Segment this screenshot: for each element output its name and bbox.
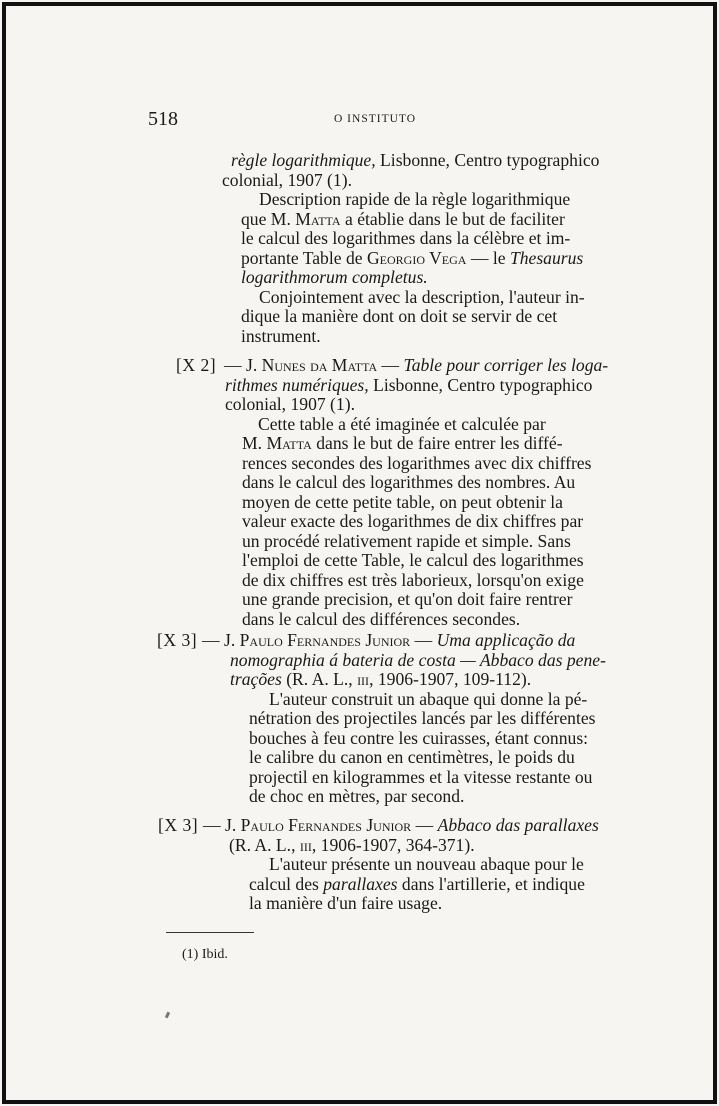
text-line: [242, 454, 608, 474]
text-line: [259, 190, 599, 210]
text-segment: L'auteur construit un abaque qui donne la pé-: [269, 688, 588, 709]
text-line: [242, 532, 608, 552]
text-segment: Conjointement avec la description, l'auteur in-: [259, 286, 585, 307]
text-segment: — J.: [203, 815, 241, 835]
text-segment: Description rapide de la règle logarithmique: [259, 189, 571, 209]
text-line: [242, 473, 608, 493]
text-segment: instrument.: [241, 325, 321, 346]
text-segment: , 1906-1907, 364-371).: [311, 834, 475, 855]
text-segment: , 1906-1907, 109-112).: [369, 669, 532, 689]
text-segment: de dix chiffres est très laborieux, lorsqu'on exige: [242, 569, 584, 590]
text-segment: (R. A. L.,: [229, 834, 300, 855]
text-segment: Paulo Fernandes Junior: [240, 815, 412, 835]
text-line: [258, 415, 608, 435]
text-segment: — le: [466, 247, 510, 268]
text-line: [241, 229, 599, 249]
text-line: [230, 651, 606, 671]
text-segment: iii: [357, 669, 370, 689]
entry: [158, 816, 599, 914]
text-line: [249, 787, 606, 807]
text-segment: bouches à feu contre les cuirasses, étant connus:: [249, 727, 589, 748]
text-segment: l'emploi de cette Table, le calcul des logarithmes: [242, 550, 584, 570]
text-segment: rithmes numériques,: [225, 374, 369, 395]
text-line: [224, 356, 608, 376]
text-segment: nétration des projectiles lancés par les différentes: [249, 708, 596, 728]
text-line: [230, 670, 606, 690]
text-line: [242, 571, 608, 591]
text-segment: colonial, 1907 (1).: [225, 394, 355, 414]
text-line: [269, 855, 599, 875]
text-line: [242, 551, 608, 571]
text-line: [242, 590, 608, 610]
text-line: [202, 631, 606, 651]
text-segment: de choc en mètres, par second.: [249, 786, 465, 806]
entry: [176, 356, 608, 629]
entry-tag: [X 3]: [157, 630, 198, 650]
text-segment: que M.: [241, 208, 296, 229]
text-segment: — J.: [224, 355, 262, 375]
text-segment: dans le but de faire entrer les diffé-: [311, 433, 563, 453]
text-line: [249, 729, 606, 749]
text-segment: Cette table a été imaginée et calculée par: [258, 413, 546, 434]
text-segment: la manière d'un faire usage.: [249, 893, 443, 913]
text-line: [242, 434, 608, 454]
text-segment: projectil en kilogrammes et la vitesse restante ou: [249, 766, 593, 787]
text-segment: dans le calcul des logarithmes des nombres. Au: [242, 472, 576, 492]
text-segment: le calibre du canon en centimètres, le poids du: [249, 747, 575, 767]
text-line: [203, 816, 599, 836]
text-segment: Nunes da Matta: [261, 355, 378, 375]
footnote-rule: [166, 932, 254, 933]
text-line: [249, 875, 599, 895]
text-line: [259, 288, 599, 308]
text-segment: règle logarithmique,: [231, 150, 376, 170]
text-segment: Table pour corriger les loga-: [403, 355, 609, 375]
text-segment: un procédé relativement rapide et simple. Sans: [242, 530, 571, 551]
text-segment: Matta: [295, 208, 341, 229]
text-segment: moyen de cette petite table, on peut obtenir la: [242, 491, 563, 512]
entry: [222, 151, 599, 346]
text-line: [241, 268, 599, 288]
text-line: [269, 690, 606, 710]
text-line: [249, 894, 599, 914]
text-line: [242, 512, 608, 532]
text-segment: Paulo Fernandes Junior: [239, 630, 411, 650]
text-segment: Lisbonne, Centro typographico: [368, 374, 593, 395]
text-line: [249, 709, 606, 729]
text-segment: le calcul des logarithmes dans la célèbre et im-: [241, 228, 571, 248]
text-segment: nomographia á bateria de costa — Abbaco das pene-: [230, 649, 606, 670]
text-line: [249, 768, 606, 788]
text-segment: trações: [230, 669, 282, 689]
text-segment: dans l'artillerie, et indique: [397, 873, 585, 894]
text-line: [229, 836, 599, 856]
text-segment: portante Table de: [241, 247, 367, 268]
text-segment: une grande precision, et qu'on doit faire rentrer: [242, 589, 573, 609]
text-line: [241, 210, 599, 230]
text-segment: Matta: [266, 433, 312, 453]
entry-tag: [X 3]: [158, 815, 199, 835]
text-segment: a établie dans le but de faciliter: [340, 208, 565, 229]
text-line: [241, 249, 599, 269]
entry: [157, 631, 606, 807]
page-number: 518: [148, 108, 178, 130]
running-head: O INSTITUTO: [334, 113, 417, 125]
text-segment: iii: [299, 834, 312, 855]
text-line: [241, 327, 599, 347]
footnote: (1) Ibid.: [182, 947, 228, 962]
text-line: [225, 395, 608, 415]
text-line: [231, 151, 599, 171]
text-segment: parallaxes: [323, 873, 398, 894]
text-segment: dique la manière dont on doit se servir de cet: [241, 306, 558, 326]
text-segment: M.: [242, 433, 267, 453]
text-segment: Lisbonne, Centro typographico: [375, 150, 600, 170]
text-segment: Uma applicação da: [436, 630, 576, 650]
text-segment: dans le calcul des différences secondes.: [242, 608, 521, 629]
text-segment: Thesaurus: [509, 247, 584, 268]
text-segment: calcul des: [249, 873, 324, 894]
text-line: [225, 376, 608, 396]
text-segment: Georgio Vega: [366, 247, 467, 268]
text-line: [242, 493, 608, 513]
text-segment: (R. A. L.,: [281, 669, 358, 689]
text-segment: rences secondes des logarithmes avec dix chiffres: [242, 452, 592, 473]
text-segment: Abbaco das parallaxes: [437, 815, 599, 835]
text-segment: — J.: [202, 630, 240, 650]
text-line: [242, 610, 608, 630]
text-segment: logarithmorum completus.: [241, 267, 428, 287]
text-segment: colonial, 1907 (1).: [222, 169, 352, 190]
text-line: [249, 748, 606, 768]
text-line: [241, 307, 599, 327]
text-segment: —: [411, 815, 438, 835]
text-segment: L'auteur présente un nouveau abaque pour le: [269, 854, 584, 874]
entry-tag: [X 2]: [176, 355, 217, 375]
text-segment: —: [410, 630, 437, 650]
page-header: [148, 108, 578, 130]
text-line: [222, 171, 599, 191]
text-segment: valeur exacte des logarithmes de dix chiffres par: [242, 511, 584, 531]
text-segment: —: [377, 355, 404, 375]
